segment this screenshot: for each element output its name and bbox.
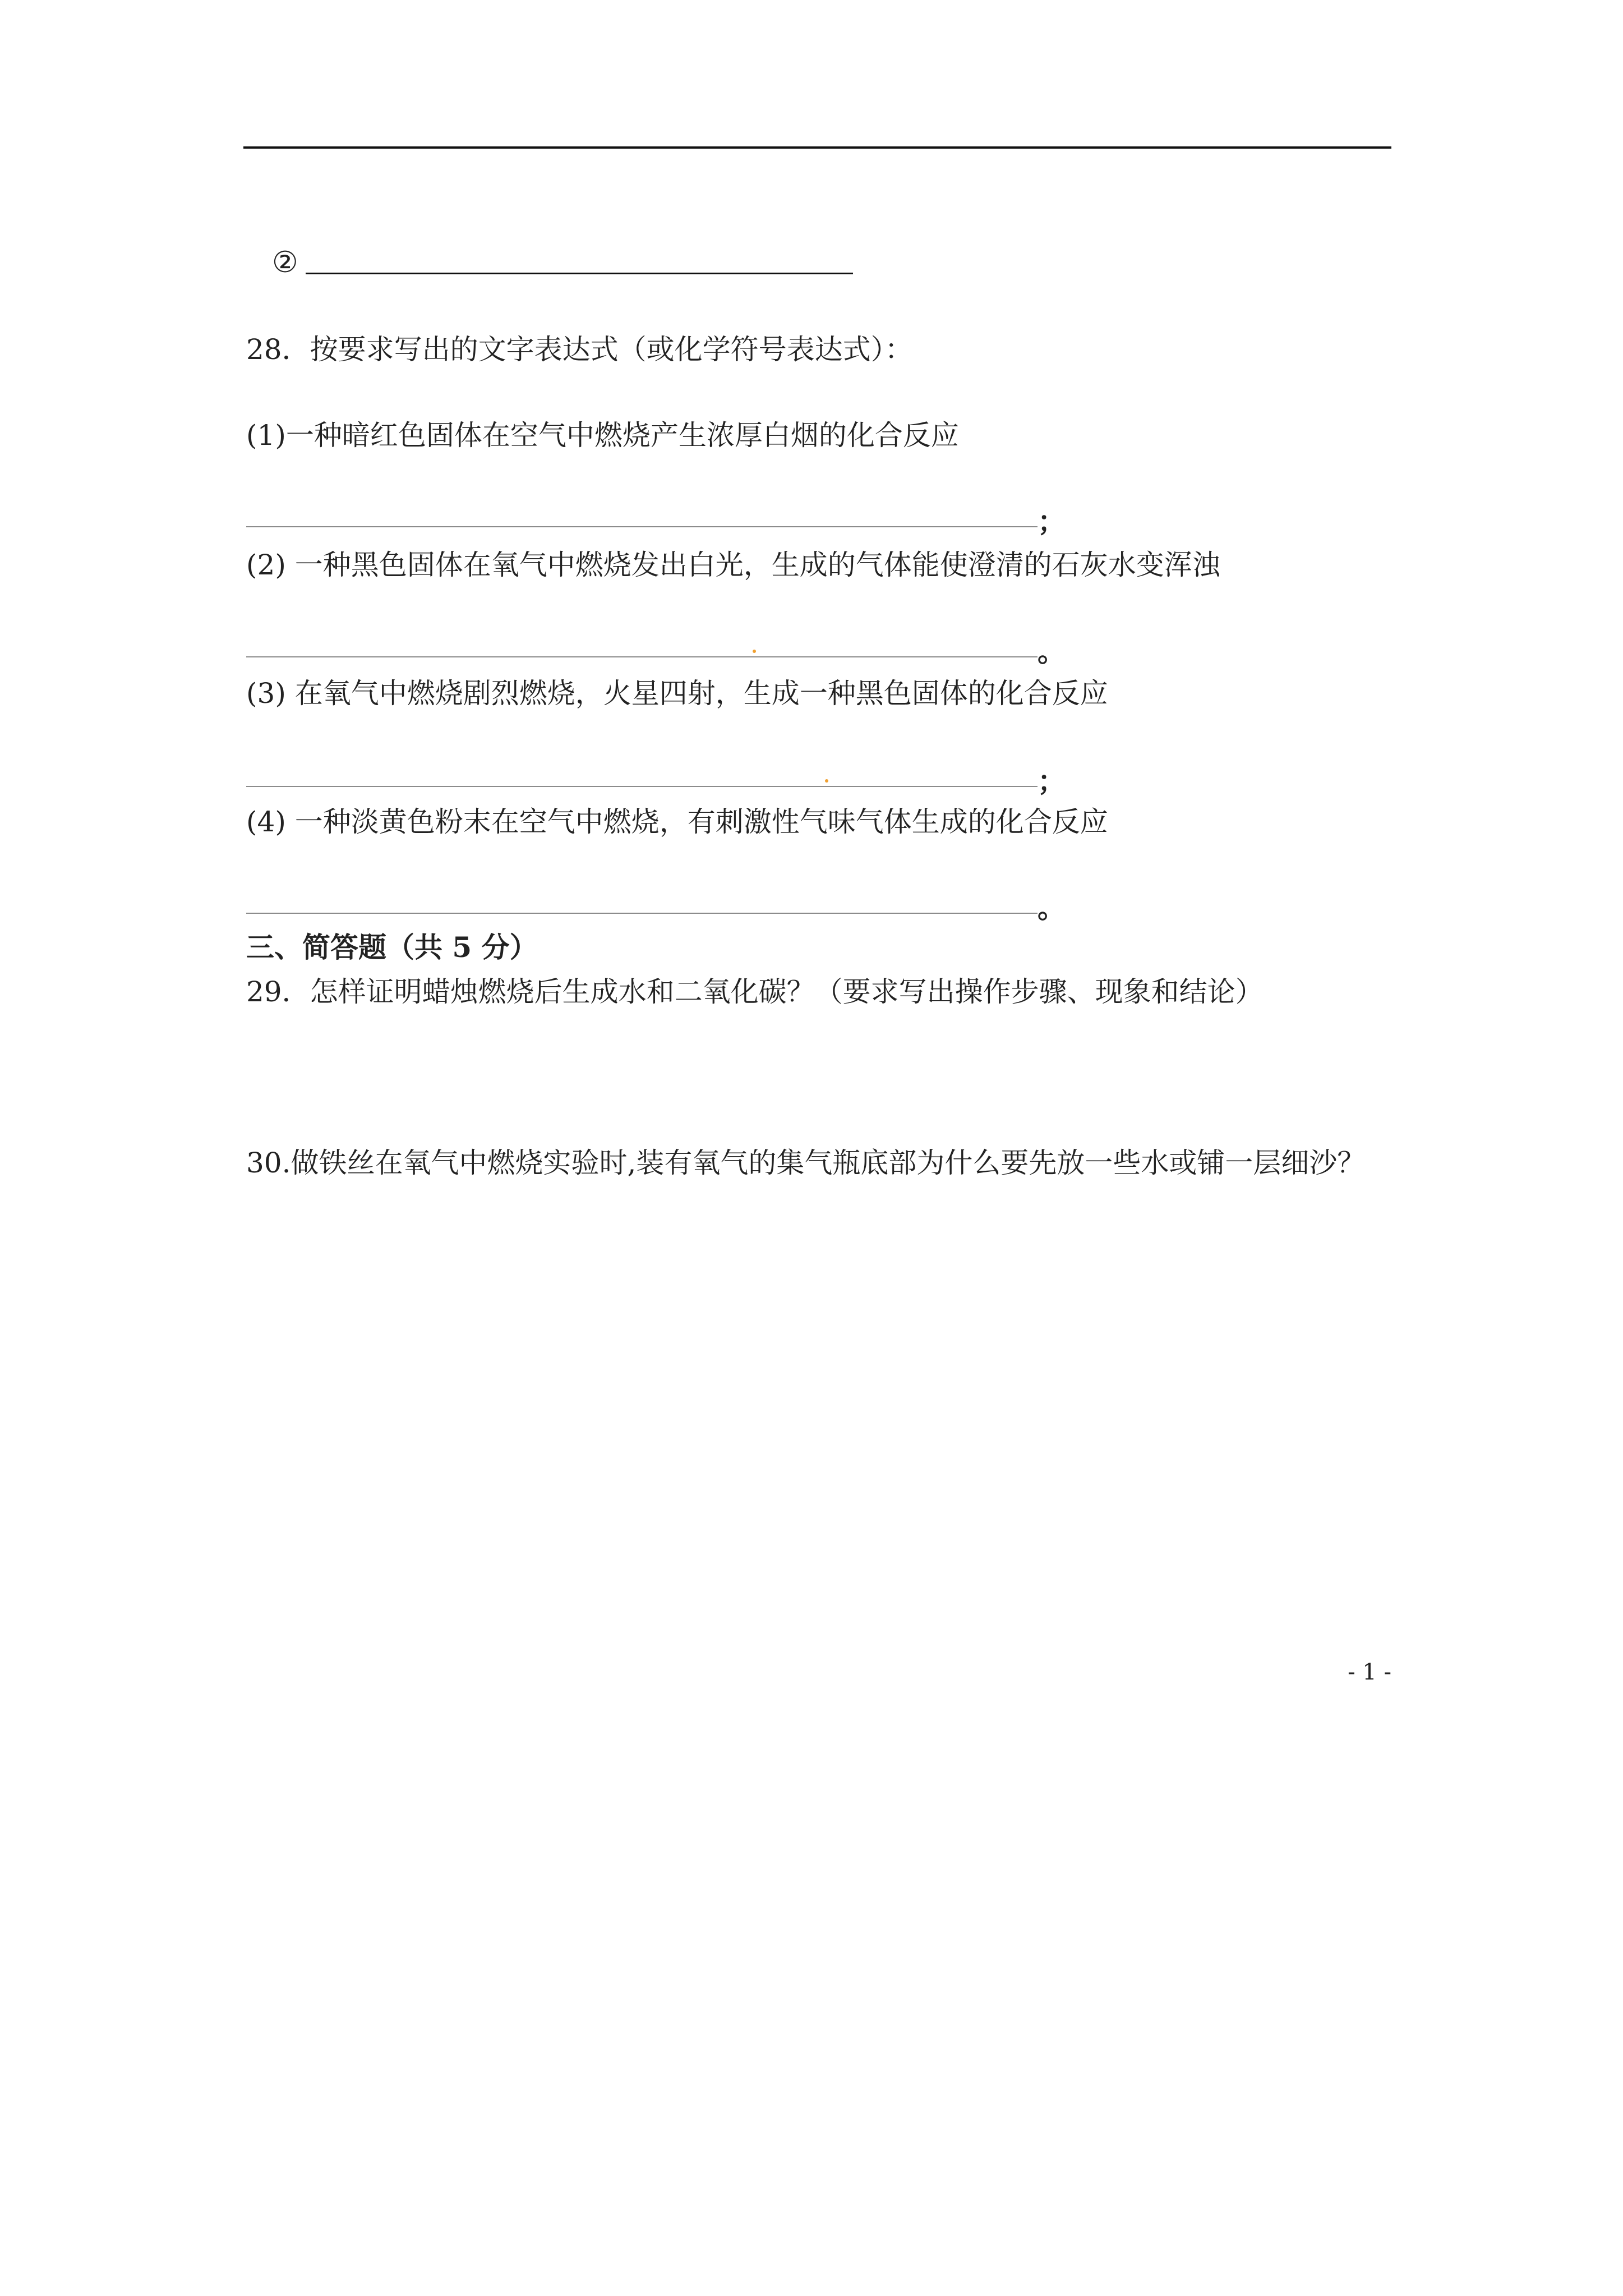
answer-line-3 [246, 786, 1038, 787]
question-28-part-2: (2) 一种黑色固体在氧气中燃烧发出白光，生成的气体能使澄清的石灰水变浑浊 [246, 549, 1220, 581]
ink-dot [825, 779, 828, 783]
answer-end-mark-2: 。 [1038, 635, 1066, 668]
ink-dot [753, 650, 756, 653]
question-30: 30.做铁丝在氧气中燃烧实验时,装有氧气的集气瓶底部为什么要先放一些水或铺一层细沙？ [246, 1147, 1366, 1179]
answer-line-1 [246, 526, 1038, 527]
section-heading: 三、简答题（共 5 分） [246, 931, 538, 964]
blank-answer-line [306, 273, 853, 274]
question-28-part-4: (4) 一种淡黄色粉末在空气中燃烧，有刺激性气味气体生成的化合反应 [246, 806, 1108, 838]
header-rule [243, 146, 1391, 149]
blank-item-marker: ② [272, 246, 298, 279]
answer-end-mark-1: ； [1038, 505, 1066, 538]
answer-end-mark-3: ； [1038, 765, 1066, 798]
page-number: - 1 - [1348, 1659, 1391, 1685]
question-29: 29．怎样证明蜡烛燃烧后生成水和二氧化碳？（要求写出操作步骤、现象和结论） [246, 976, 1264, 1008]
question-28-part-3: (3) 在氧气中燃烧剧烈燃烧，火星四射，生成一种黑色固体的化合反应 [246, 677, 1108, 710]
question-28-part-1: (1)一种暗红色固体在空气中燃烧产生浓厚白烟的化合反应 [246, 419, 959, 452]
answer-line-4 [246, 913, 1038, 914]
question-28-prompt: 28．按要求写出的文字表达式（或化学符号表达式）： [246, 333, 913, 366]
answer-end-mark-4: 。 [1038, 891, 1066, 924]
answer-line-2 [246, 656, 1038, 657]
